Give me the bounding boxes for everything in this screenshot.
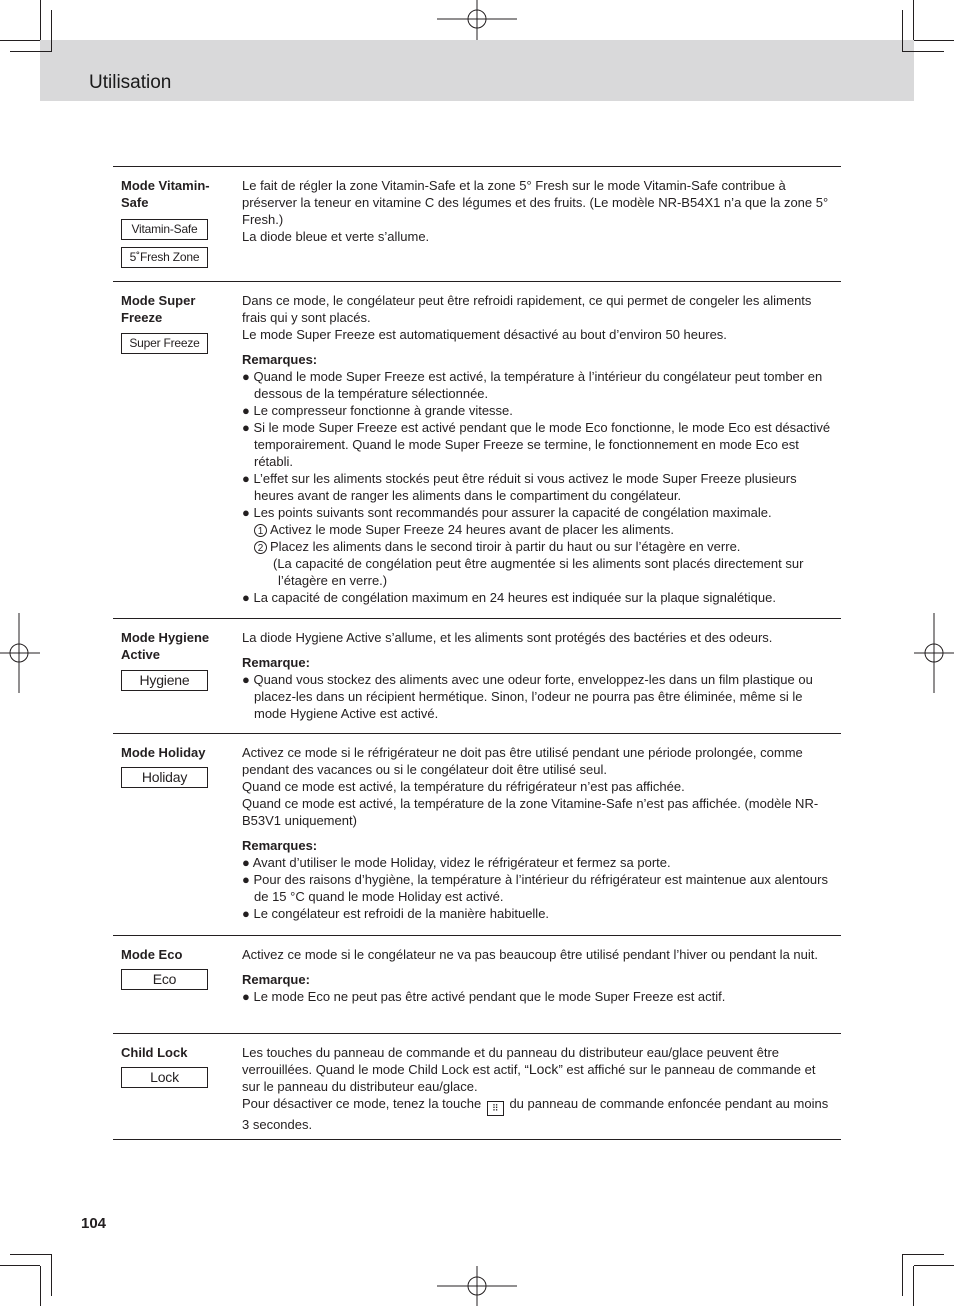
remarks-title: Remarques:: [242, 352, 318, 367]
description-text: [242, 1095, 834, 1133]
vitamin-safe-key: Vitamin-Safe: [121, 219, 208, 240]
remark-bullet: ● Pour des raisons d’hygiène, la température à l’intérieur du réfrigérateur est maintenue aux alentours de 15 °C quand le mode Holiday est activé.: [242, 872, 828, 904]
mode-name: Mode Eco: [121, 947, 183, 962]
row-label: [121, 177, 225, 268]
page-title: Utilisation: [89, 72, 172, 93]
crop-mark: [913, 0, 914, 40]
holiday-key: Holiday: [121, 767, 208, 788]
lock-key: Lock: [121, 1067, 208, 1088]
remark-bullet: ● Le mode Eco ne peut pas être activé pendant que le mode Super Freeze est actif.: [242, 989, 726, 1004]
child-lock-text: Pour désactiver ce mode, tenez la touche: [242, 1096, 482, 1111]
child-lock-text: Les touches du panneau de commande et du panneau du distributeur eau/glace peuvent être verrouillées. Quand le mode Child Lock est actif, “: [242, 1045, 780, 1077]
row-super-freeze: [113, 282, 841, 619]
child-lock-text: du panneau de commande enfoncée pendant au moins 3 secondes.: [242, 1096, 829, 1132]
lock-key-icon: ⠿: [487, 1101, 504, 1116]
remarks-title: Remarque:: [242, 655, 310, 670]
step-note: (La capacité de congélation peut être augmentée si les aliments sont placés directement sur l’étagère en verre.): [273, 556, 804, 588]
crop-mark: [40, 1266, 41, 1306]
remark-bullet: ● Les points suivants sont recommandés pour assurer la capacité de congélation maximale.: [242, 505, 772, 520]
row-description: [242, 1044, 834, 1133]
row-description: [242, 292, 834, 606]
fresh-zone-key: 5˚Fresh Zone: [121, 247, 208, 268]
eco-key: Eco: [121, 969, 208, 990]
registration-mark: [914, 613, 954, 693]
row-child-lock: [113, 1034, 841, 1140]
mode-name: Mode Hygiene Active: [121, 630, 210, 662]
remark-bullet: ● Le compresseur fonctionne à grande vitesse.: [242, 403, 513, 418]
crop-mark: [914, 40, 954, 41]
remark-bullet: ● Quand le mode Super Freeze est activé, la température à l’intérieur du congélateur peut tomber en dessous de la température sélectionnée.: [242, 369, 823, 401]
description-text: Le mode Super Freeze est automatiquement désactivé au bout d’environ 50 heures.: [242, 327, 727, 342]
registration-mark: [437, 0, 517, 40]
page-number: 104: [81, 1215, 107, 1232]
remark-bullet: ● Quand vous stockez des aliments avec une odeur forte, enveloppez-les dans un film plastique ou placez-les dans un récipient hermétique. Sinon, l’odeur ne pourra pas être éliminée, même si le mode Hygiene Active est activé.: [242, 672, 813, 721]
remarks-title: Remarque:: [242, 972, 310, 987]
crop-mark: [902, 1254, 903, 1296]
crop-mark: [51, 1254, 52, 1296]
mode-name: Mode Super Freeze: [121, 293, 196, 325]
row-description: [242, 177, 834, 245]
crop-mark: [10, 51, 52, 52]
crop-mark: [914, 1265, 954, 1266]
description-text: [242, 1044, 834, 1095]
description-text: Quand ce mode est activé, la température de la zone Vitamine-Safe n’est pas affichée. (modèle NR-B53V1 uniquement): [242, 796, 819, 828]
remarks-title: Remarques:: [242, 838, 318, 853]
modes-table: [113, 166, 841, 1140]
description-text: La diode Hygiene Active s’allume, et les aliments sont protégés des bactéries et des odeurs.: [242, 630, 773, 645]
row-hygiene-active: [113, 619, 841, 734]
crop-mark: [10, 1254, 52, 1255]
row-description: [242, 629, 834, 722]
remark-bullet: ● La capacité de congélation maximum en 24 heures est indiquée sur la plaque signalétique.: [242, 590, 776, 605]
step-number-icon: 2: [254, 541, 267, 554]
remark-bullet: ● Si le mode Super Freeze est activé pendant que le mode Eco fonctionne, le mode Eco est désactivé temporairement. Quand le mode Super Freeze se termine, le fonctionnement en mode Eco est rétabli.: [242, 420, 831, 469]
description-text: Le fait de régler la zone Vitamin-Safe et la zone 5° Fresh sur le mode Vitamin-Safe contribue à préserver la teneur en vitamine C des légumes et des fruits. (Le modèle NR-B54X1 n’a que la zone 5° Fresh.): [242, 178, 829, 227]
step-number-icon: 1: [254, 524, 267, 537]
numbered-step: [242, 521, 834, 538]
crop-mark: [51, 10, 52, 52]
row-holiday: [113, 734, 841, 936]
child-lock-text: ” est affiché sur le panneau de commande et sur le panneau du distributeur eau/glace.: [242, 1062, 816, 1094]
mode-name: Mode Vitamin-Safe: [121, 178, 210, 210]
lock-indicator: Lock: [528, 1061, 559, 1077]
crop-mark: [913, 1266, 914, 1306]
header-band: [40, 40, 914, 101]
mode-name: Child Lock: [121, 1045, 188, 1060]
row-label: [121, 946, 225, 990]
row-label: [121, 1044, 225, 1088]
row-description: [242, 946, 834, 1005]
hygiene-key: Hygiene: [121, 670, 208, 691]
step-text: Placez les aliments dans le second tiroir à partir du haut ou sur l’étagère en verre.: [270, 539, 741, 554]
row-label: [121, 744, 225, 788]
row-description: [242, 744, 834, 922]
mode-name: Mode Holiday: [121, 745, 206, 760]
remark-bullet: ● L’effet sur les aliments stockés peut être réduit si vous activez le mode Super Freeze plusieurs heures avant de ranger les aliments dans le compartiment du congélateur.: [242, 471, 797, 503]
crop-mark: [40, 0, 41, 40]
numbered-step: [242, 538, 834, 555]
description-text: Quand ce mode est activé, la température du réfrigérateur n’est pas affichée.: [242, 779, 685, 794]
registration-mark: [0, 613, 40, 693]
description-text: Activez ce mode si le réfrigérateur ne doit pas être utilisé pendant une période prolongée, comme pendant des vacances ou si le congélateur doit être utilisé seul.: [242, 745, 803, 777]
row-label: [121, 292, 225, 354]
row-vitamin-safe: [113, 167, 841, 282]
crop-mark: [0, 40, 40, 41]
crop-mark: [902, 10, 903, 52]
row-label: [121, 629, 225, 691]
crop-mark: [902, 1254, 944, 1255]
description-text: La diode bleue et verte s’allume.: [242, 229, 430, 244]
remark-bullet: ● Avant d’utiliser le mode Holiday, videz le réfrigérateur et fermez sa porte.: [242, 855, 671, 870]
description-text: Dans ce mode, le congélateur peut être refroidi rapidement, ce qui permet de congeler les aliments frais qui y sont placés.: [242, 293, 812, 325]
super-freeze-key: Super Freeze: [121, 333, 208, 354]
step-text: Activez le mode Super Freeze 24 heures avant de placer les aliments.: [270, 522, 674, 537]
remark-bullet: ● Le congélateur est refroidi de la manière habituelle.: [242, 906, 550, 921]
row-eco: [113, 936, 841, 1034]
crop-mark: [0, 1265, 40, 1266]
registration-mark: [437, 1266, 517, 1306]
description-text: Activez ce mode si le congélateur ne va pas beaucoup être utilisé pendant l’hiver ou pendant la nuit.: [242, 947, 818, 962]
crop-mark: [902, 51, 944, 52]
